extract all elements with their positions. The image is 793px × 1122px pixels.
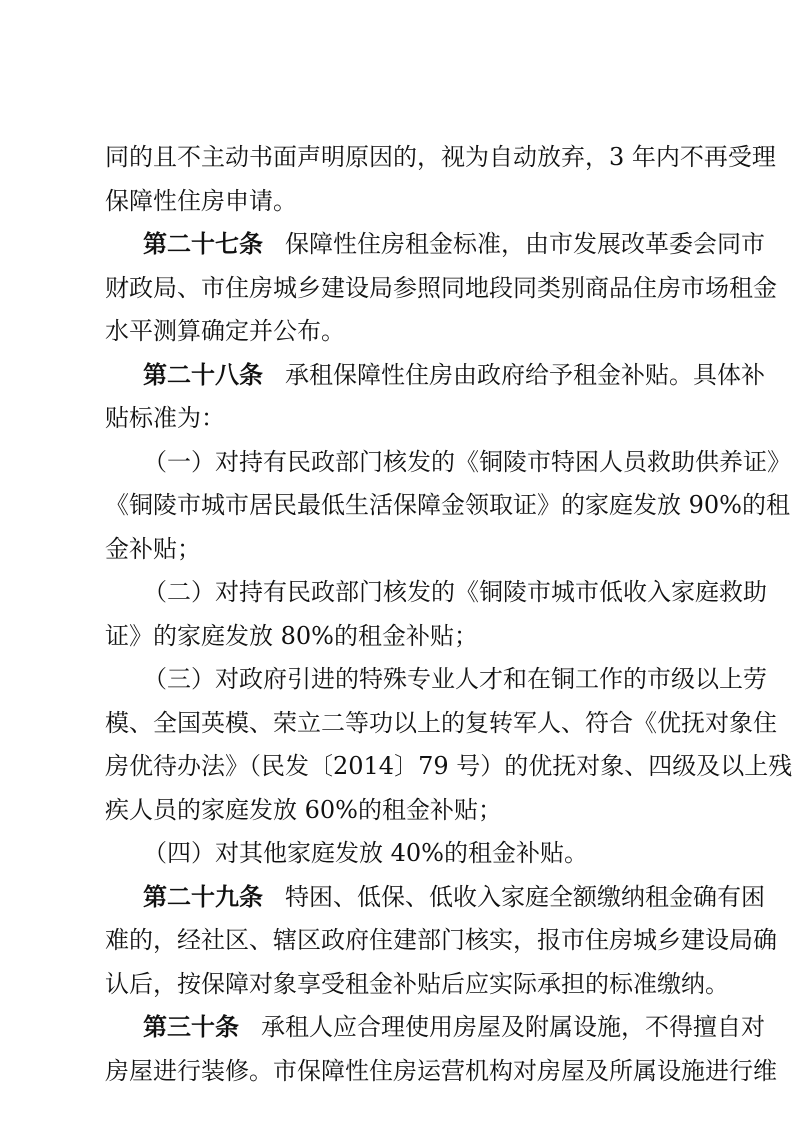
text-line	[105, 310, 691, 354]
article-paragraph	[105, 223, 777, 354]
line-text: 特困、低保、低收入家庭全额缴纳租金确有困	[285, 882, 765, 911]
text-line	[105, 441, 791, 485]
paragraph	[105, 136, 776, 223]
line-text: （一）对持有民政部门核发的《铜陵市特困人员救助供养证》	[143, 447, 791, 476]
text-line	[105, 658, 767, 702]
line-text: 承租人应合理使用房屋及附属设施，不得擅自对	[261, 1013, 765, 1041]
paragraph	[105, 571, 767, 658]
article-paragraph	[105, 354, 765, 441]
text-line	[105, 876, 765, 920]
text-line	[105, 484, 790, 528]
line-text: 房屋进行装修。市保障性住房运营机构对房屋及所属设施进行维	[105, 1056, 777, 1085]
article-paragraph	[105, 1006, 777, 1093]
line-text: （四）对其他家庭发放 40%的租金补贴。	[143, 839, 588, 867]
text-line	[105, 180, 691, 224]
text-line	[105, 702, 777, 746]
text-line	[105, 223, 765, 267]
text-line	[105, 615, 691, 659]
text-line	[105, 571, 767, 615]
text-line	[105, 136, 776, 180]
text-line	[105, 745, 793, 789]
text-line	[105, 963, 729, 1007]
text-line	[105, 919, 777, 963]
line-text: 认后，按保障对象享受租金补贴后应实际承担的标准缴纳。	[105, 969, 729, 998]
text-line	[105, 1050, 777, 1094]
line-text: 难的，经社区、辖区政府住建部门核实，报市住房城乡建设局确	[105, 926, 777, 954]
article-title: 第二十七条	[143, 230, 263, 258]
line-text: 模、全国英模、荣立二等功以上的复转军人、符合《优抚对象住	[105, 708, 777, 737]
text-line	[105, 267, 777, 311]
line-text: 房优待办法》（民发〔2014〕79 号）的优抚对象、四级及以上残	[105, 752, 793, 780]
line-text: 承租保障性住房由政府给予租金补贴。具体补	[285, 360, 765, 389]
line-text: 金补贴；	[105, 534, 201, 563]
text-line	[105, 528, 691, 572]
line-text: （二）对持有民政部门核发的《铜陵市城市低收入家庭救助	[143, 578, 767, 606]
text-line	[105, 354, 765, 398]
line-text: （三）对政府引进的特殊专业人才和在铜工作的市级以上劳	[143, 665, 767, 693]
line-text: 贴标准为：	[105, 404, 225, 432]
text-line	[105, 789, 691, 833]
article-title: 第三十条	[143, 1013, 239, 1041]
line-text: 同的且不主动书面声明原因的，视为自动放弃，3 年内不再受理	[105, 143, 776, 171]
line-text: 证》的家庭发放 80%的租金补贴；	[105, 621, 478, 650]
article-paragraph	[105, 876, 777, 1007]
article-title: 第二十九条	[143, 882, 263, 911]
paragraph	[105, 658, 793, 832]
line-text: 保障性住房租金标准，由市发展改革委会同市	[285, 230, 765, 258]
line-text: 水平测算确定并公布。	[105, 317, 345, 345]
document-page	[105, 136, 793, 1093]
text-line	[105, 832, 691, 876]
line-text: 保障性住房申请。	[105, 186, 297, 215]
text-line	[105, 1006, 765, 1050]
paragraph	[105, 832, 691, 876]
line-text: 疾人员的家庭发放 60%的租金补贴；	[105, 795, 502, 824]
article-title: 第二十八条	[143, 360, 263, 389]
text-line	[105, 397, 691, 441]
line-text: 财政局、市住房城乡建设局参照同地段同类别商品住房市场租金	[105, 273, 777, 302]
line-text: 《铜陵市城市居民最低生活保障金领取证》的家庭发放 90%的租	[105, 491, 790, 519]
paragraph	[105, 441, 791, 572]
